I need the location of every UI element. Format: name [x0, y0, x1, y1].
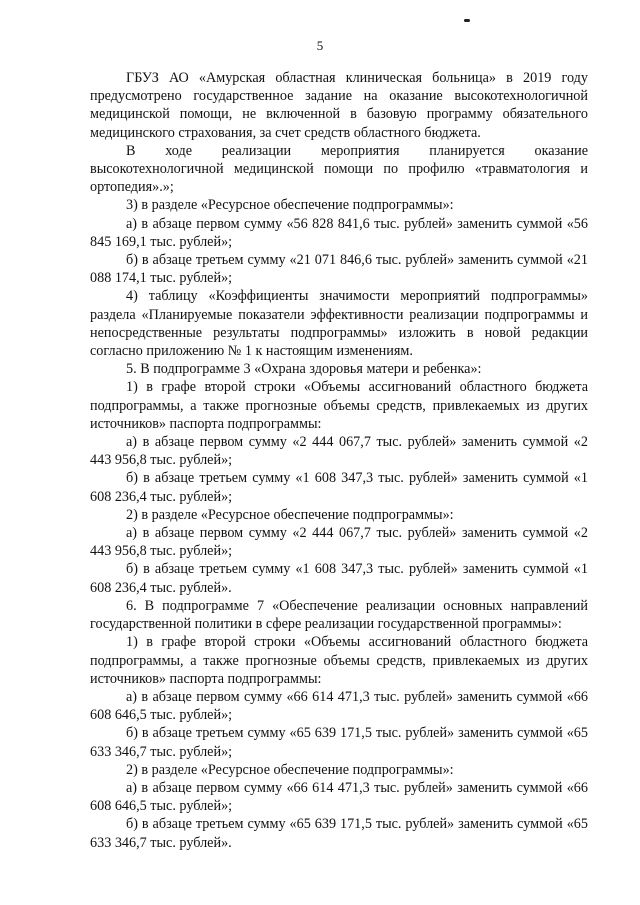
paragraph: а) в абзаце первом сумму «66 614 471,3 тыс. рублей» заменить суммой «66 608 646,5 тыс. рублей»; — [90, 688, 588, 724]
paragraph: 3) в разделе «Ресурсное обеспечение подпрограммы»: — [126, 197, 454, 214]
paragraph: б) в абзаце третьем сумму «1 608 347,3 тыс. рублей» заменить суммой «1 608 236,4 тыс. рублей». — [90, 561, 588, 596]
document-body — [90, 69, 588, 852]
paragraph: 2) в разделе «Ресурсное обеспечение подпрограммы»: — [126, 506, 454, 523]
paragraph: б) в абзаце третьем сумму «21 071 846,6 тыс. рублей» заменить суммой «21 088 174,1 тыс. рублей»; — [90, 252, 588, 287]
paragraph: а) в абзаце первом сумму «2 444 067,7 тыс. рублей» заменить суммой «2 443 956,8 тыс. рублей»; — [90, 525, 588, 560]
paragraph: ГБУЗ АО «Амурская областная клиническая больница» в 2019 году предусмотрено государственное задание на оказание высокотехнологичной медицинской помощи, не включенной в базовую программу обязательного медицинского страхования, за счет средств областного бюджета. — [90, 70, 588, 141]
paragraph: 2) в разделе «Ресурсное обеспечение подпрограммы»: — [126, 761, 454, 778]
page-number: 5 — [316, 38, 324, 53]
paragraph: 1) в графе второй строки «Объемы ассигнований областного бюджета подпрограммы, а также прогнозные объемы средств, привлекаемых из других источников» паспорта подпрограммы: — [90, 379, 588, 432]
paragraph: 4) таблицу «Коэффициенты значимости мероприятий подпрограммы» раздела «Планируемые показатели эффективности реализации подпрограммы и непосредственные результаты подпрограммы» изложить в новой редакции согласно приложению № 1 к настоящим изменениям. — [90, 288, 588, 360]
paragraph: б) в абзаце третьем сумму «65 639 171,5 тыс. рублей» заменить суммой «65 633 346,7 тыс. рублей»; — [90, 725, 588, 760]
scan-mark — [464, 19, 470, 22]
paragraph: 5. В подпрограмме 3 «Охрана здоровья матери и ребенка»: — [126, 361, 482, 378]
paragraph: а) в абзаце первом сумму «2 444 067,7 тыс. рублей» заменить суммой «2 443 956,8 тыс. рублей»; — [90, 434, 588, 469]
paragraph: 6. В подпрограмме 7 «Обеспечение реализации основных направлений государственной политики в сфере реализации государственной программы»: — [90, 597, 588, 633]
paragraph: 1) в графе второй строки «Объемы ассигнований областного бюджета подпрограммы, а также прогнозные объемы средств, привлекаемых из других источников» паспорта подпрограммы: — [90, 634, 588, 687]
paragraph: б) в абзаце третьем сумму «1 608 347,3 тыс. рублей» заменить суммой «1 608 236,4 тыс. рублей»; — [90, 470, 588, 505]
paragraph: а) в абзаце первом сумму «66 614 471,3 тыс. рублей» заменить суммой «66 608 646,5 тыс. рублей»; — [90, 779, 588, 815]
paragraph: б) в абзаце третьем сумму «65 639 171,5 тыс. рублей» заменить суммой «65 633 346,7 тыс. рублей». — [90, 816, 588, 851]
paragraph: В ходе реализации мероприятия планируется оказание высокотехнологичной медицинской помощи по профилю «травматология и ортопедия».»; — [90, 142, 588, 196]
paragraph: а) в абзаце первом сумму «56 828 841,6 тыс. рублей» заменить суммой «56 845 169,1 тыс. рублей»; — [90, 215, 588, 250]
